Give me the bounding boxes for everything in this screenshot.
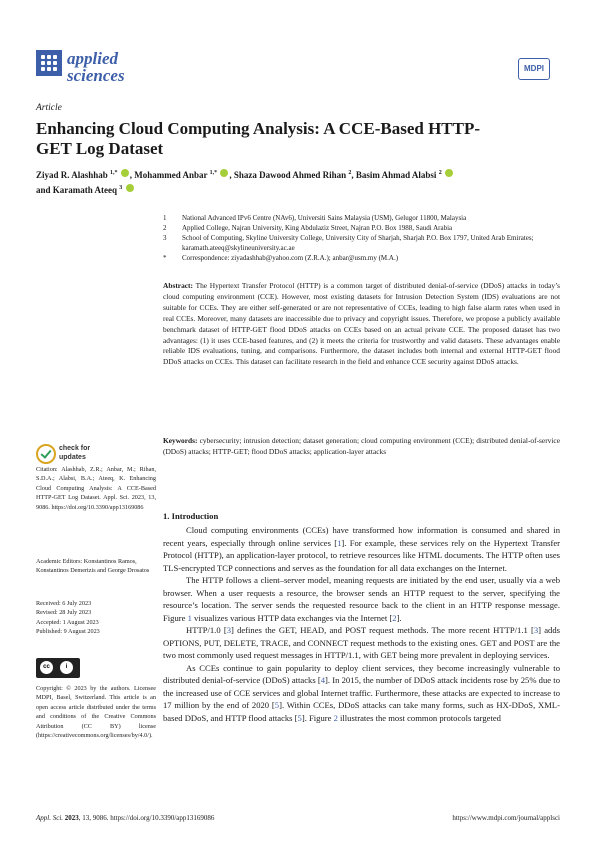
check-for-updates-button[interactable] bbox=[36, 444, 136, 464]
journal-name-line2: sciences bbox=[67, 66, 125, 85]
journal-name-line1: applied bbox=[67, 49, 118, 68]
text-run: ]. Within CCEs, DDoS attacks can take many forms, such as HX-DDoS, XML-based DDoS, and HTTP flood attacks [ bbox=[163, 700, 560, 723]
paragraph bbox=[163, 662, 560, 725]
page-title: Enhancing Cloud Computing Analysis: A CCE-Based HTTP-GET Log Dataset bbox=[36, 119, 481, 158]
abstract-text: The Hypertext Transfer Protocol (HTTP) is a common target of distributed denial-of-service (DDoS) attacks in today’s cloud computing environment (CCE). However, most existing datasets for Intrusion Detection System (IDS) evaluations are not suitable for CCEs. They are either self-generated or are not representative of CCEs, leading to high false alarm rates when used in real CCEs. Moreover, many datasets are inaccessible due to privacy and copyright issues. Therefore, we propose a publicly available benchmark dataset of HTTP-GET flood DDoS attacks on CCEs based on an actual private CCE. The proposed dataset has two advantages: (1) it uses CCE-based features, and (2) it meets the criteria for trustworthy and valid datasets. These advantages enable reliable IDS evaluations, tuning, and comparisons. Furthermore, the dataset includes both internal and external HTTP-GET flood DDoS attacks on CCEs. This dataset can facilitate research in the field and enhance CCE security against DDoS attacks. bbox=[163, 281, 561, 367]
affiliation-text: Applied College, Najran University, King Abdulaziz Street, Najran P.O. Box 1988, Saudi Arabia bbox=[182, 224, 453, 232]
check-updates-line2: updates bbox=[59, 453, 86, 461]
paragraph bbox=[163, 524, 560, 574]
author-list: Ziyad R. Alashhab $^{1,*}$ , Mohammed Anbar $^{1,*}$ , Shaza Dawood Ahmed Rihan $^2$, Basim Ahmad Alabsi $^2$ and Karamath Ateeq $^3$ bbox=[36, 167, 561, 197]
reference-link[interactable]: 5 bbox=[297, 712, 302, 723]
footer-journal: Appl. Sci. bbox=[36, 814, 64, 822]
footer-journal-url[interactable]: https://www.mdpi.com/journal/applsci bbox=[452, 814, 560, 822]
author-affil-mark: 2 bbox=[348, 170, 352, 176]
abstract-label: Abstract: bbox=[163, 281, 193, 290]
author-affil-mark: 1,* bbox=[209, 170, 218, 176]
reference-link[interactable]: 3 bbox=[533, 625, 539, 635]
orcid-icon[interactable] bbox=[220, 169, 228, 177]
text-run: HTTP/1.0 [ bbox=[186, 625, 227, 635]
text-run: ]. Figure bbox=[301, 712, 334, 723]
orcid-icon[interactable] bbox=[126, 184, 134, 192]
academic-editors: Academic Editors: Konstantinos Ramos, Konstantinos Demertzis and George Drosatos bbox=[36, 558, 150, 575]
attribution-icon: i bbox=[60, 661, 73, 674]
publication-dates bbox=[36, 599, 156, 637]
text-run: ] adds OPTIONS, PUT, DELETE, TRACE, and CONNECT request methods to the existing ones. GET and POST are the two most commonly used request messages in HTTP/1.1, with GET being more prevalent in deploying services. bbox=[163, 625, 561, 660]
paragraph bbox=[163, 574, 560, 624]
text-run: ]. bbox=[396, 612, 402, 623]
cc-icon: cc bbox=[40, 661, 53, 674]
correspondence-text[interactable]: Correspondence: ziyadashhab@yahoo.com (Z.R.A.); anbar@usm.my (M.A.) bbox=[182, 254, 399, 262]
abstract bbox=[163, 281, 560, 368]
citation-block[interactable]: Citation: Alashhab, Z.R.; Anbar, M.; Rihan, S.D.A.; Alabsi, B.A.; Ateeq, K. Enhancing Cloud Computing Analysis: A CCE-Based HTTP-GET Log Dataset. Appl. Sci. 2023, 13, 9086. https://doi.org/10.3390/app13169086 bbox=[36, 466, 156, 511]
affiliation-mark: 3 bbox=[163, 234, 167, 242]
text-run: As CCEs continue to gain popularity to deploy client services, they become increasingly vulnerable to distributed denial-of-service (DDoS) attacks [ bbox=[163, 662, 560, 685]
text-run: ]. In 2015, the number of DDoS attack incidents rose by 25% due to the increased use of CCE services and global Internet traffic. Furthermore, these attacks are expected to increase to 17 million by the end of 2020 [ bbox=[163, 675, 560, 710]
author-name: Shaza Dawood Ahmed Rihan bbox=[233, 170, 347, 180]
keywords-text: cybersecurity; intrusion detection; dataset generation; cloud computing environment (CCE); distributed denial-of-service (DDoS) attacks; HTTP-GET; flood DDoS attacks; application-layer attacks bbox=[163, 436, 560, 456]
date-revised: Revised: 28 July 2023 bbox=[36, 609, 92, 617]
mdpi-logo[interactable]: MDPI bbox=[518, 58, 550, 80]
copyright-notice: Copyright: © 2023 by the authors. Licensee MDPI, Basel, Switzerland. This article is an open access article distributed under the terms and conditions of the Creative Commons Attribution (CC BY) license (https://creativecommons.org/licenses/by/4.0/). bbox=[36, 685, 156, 740]
author-affil-mark: 3 bbox=[119, 185, 123, 191]
affiliation-item bbox=[163, 213, 558, 223]
affiliation-mark: 1 bbox=[163, 214, 167, 222]
reference-link[interactable]: 1 bbox=[337, 537, 342, 548]
footer-year: 2023 bbox=[64, 814, 79, 822]
affiliations bbox=[163, 213, 558, 263]
journal-name[interactable] bbox=[67, 50, 125, 84]
figure-link[interactable]: 1 bbox=[187, 612, 192, 623]
orcid-icon[interactable] bbox=[445, 169, 453, 177]
body-text bbox=[163, 524, 560, 724]
affiliation-mark: * bbox=[163, 254, 167, 262]
affiliation-item bbox=[163, 253, 558, 263]
section-heading: 1. Introduction bbox=[163, 511, 219, 521]
text-run: ] defines the GET, HEAD, and POST request methods. The more recent HTTP/1.1 [ bbox=[231, 625, 534, 635]
text-run: ]. For example, these services rely on the Hypertext Transfer Protocol (HTTP), an application-layer protocol, to retrieve resources like HTML documents. The HTTP often uses TLS-encrypted TCP connections and serves as the foundation for all data exchanges on the Internet. bbox=[163, 537, 560, 573]
paragraph bbox=[163, 624, 560, 662]
author-name: and Karamath Ateeq bbox=[36, 185, 117, 195]
text-run: visualizes various HTTP data exchanges via the Internet [ bbox=[191, 612, 393, 623]
text-run: illustrates the most common protocols targeted bbox=[337, 712, 501, 723]
author-name: Mohammed Anbar bbox=[134, 170, 208, 180]
keywords bbox=[163, 436, 560, 458]
reference-link[interactable]: 2 bbox=[392, 612, 397, 623]
author-name: Basim Ahmad Alabsi bbox=[355, 170, 437, 180]
reference-link[interactable]: 4 bbox=[320, 675, 326, 685]
date-published: Published: 9 August 2023 bbox=[36, 628, 100, 636]
author-affil-mark: 2 bbox=[438, 170, 442, 176]
affiliation-mark: 2 bbox=[163, 224, 167, 232]
check-updates-icon bbox=[36, 444, 56, 464]
footer-citation[interactable] bbox=[36, 814, 214, 822]
reference-link[interactable]: 3 bbox=[226, 625, 231, 635]
check-updates-line1: check for bbox=[59, 445, 91, 452]
affiliation-item bbox=[163, 223, 558, 233]
figure-link[interactable]: 2 bbox=[333, 712, 338, 723]
affiliation-item bbox=[163, 233, 558, 253]
journal-logo-icon bbox=[36, 50, 62, 76]
text-run: Cloud computing environments (CCEs) have transformed how information is consumed and shared in recent years, especially through online services [ bbox=[163, 525, 560, 548]
check-updates-label bbox=[59, 445, 90, 462]
footer-doi: , 13, 9086. https://doi.org/10.3390/app13169086 bbox=[78, 814, 215, 822]
text-run: The HTTP follows a client–server model, meaning requests are initiated by the end user, usually via a web browser. When a user requests a resource, the browser sends an HTTP request to the server, specifying the resource’s location. The server sends the requested resource back to the client in an HTTP response message. Figure bbox=[163, 575, 560, 623]
cc-by-license-icon[interactable] bbox=[36, 658, 80, 678]
keywords-label: Keywords: bbox=[163, 436, 198, 445]
affiliation-text: School of Computing, Skyline University College, University City of Sharjah, Sharjah P.O. Box 1797, United Arab Emirates; karamath.ateeq@skylineuniversity.ac.ae bbox=[182, 234, 534, 252]
author-name: Ziyad R. Alashhab bbox=[36, 170, 108, 180]
reference-link[interactable]: 5 bbox=[274, 700, 280, 710]
date-accepted: Accepted: 1 August 2023 bbox=[36, 618, 99, 626]
author-affil-mark: 1,* bbox=[110, 170, 118, 176]
article-type: Article bbox=[36, 103, 62, 113]
affiliation-text: National Advanced IPv6 Centre (NAv6), Universiti Sains Malaysia (USM), Gelugor 11800, Malaysia bbox=[182, 214, 467, 222]
orcid-icon[interactable] bbox=[121, 169, 129, 177]
date-received: Received: 6 July 2023 bbox=[36, 600, 92, 607]
